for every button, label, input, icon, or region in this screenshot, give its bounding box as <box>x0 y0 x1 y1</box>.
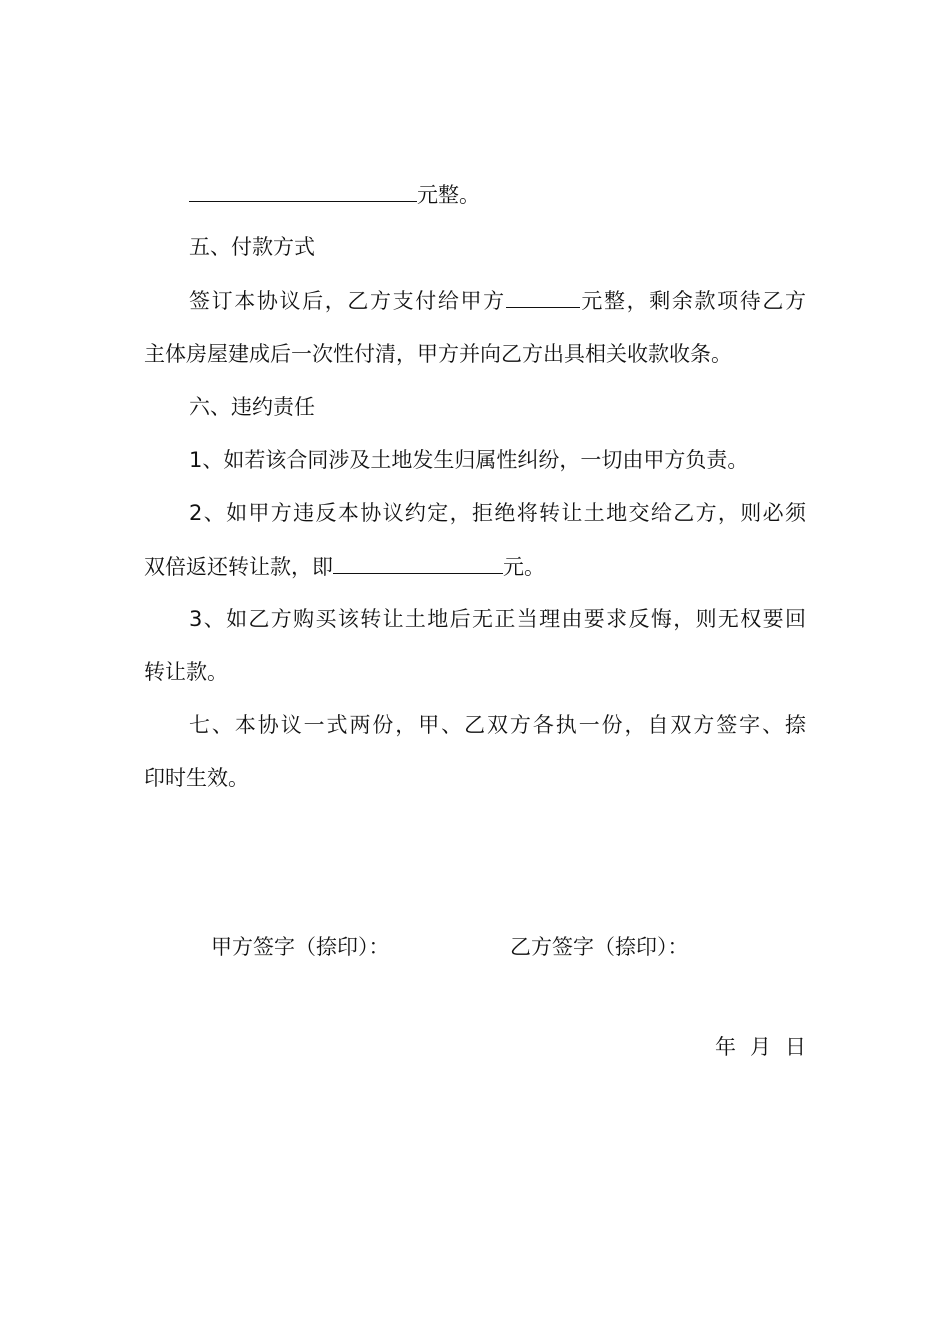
section-5-para-line-2: 主体房屋建成后一次性付清，甲方并向乙方出具相关收款收条。 <box>144 342 732 366</box>
date-year: 年 <box>715 1035 736 1059</box>
amount-blank <box>189 179 417 202</box>
section-5-para-text-b: 元整，剩余款项待乙方 <box>579 289 806 313</box>
section-5-para-line-1 <box>144 285 806 316</box>
section-7-line-2: 印时生效。 <box>144 766 249 790</box>
section-6-item-2-text-a: 双倍返还转让款，即 <box>144 555 333 579</box>
section-5-heading: 五、付款方式 <box>189 235 315 259</box>
amount-line <box>144 179 806 210</box>
section-6-item-2-line-1: 2、如甲方违反本协议约定，拒绝将转让土地交给乙方，则必须 <box>189 501 806 525</box>
section-6-item-2-text-b: 元。 <box>503 555 545 579</box>
section-6-heading: 六、违约责任 <box>189 395 315 419</box>
section-6-item-3-line-1: 3、如乙方购买该转让土地后无正当理由要求反悔，则无权要回 <box>189 607 806 631</box>
payment-blank <box>506 285 580 308</box>
amount-suffix: 元整。 <box>417 183 480 207</box>
section-5-para-text-a: 签订本协议后，乙方支付给甲方 <box>189 289 506 313</box>
refund-blank <box>333 551 503 574</box>
date-day: 日 <box>785 1035 806 1059</box>
section-6-item-1: 1、如若该合同涉及土地发生归属性纠纷，一切由甲方负责。 <box>189 448 749 472</box>
section-6-item-3-line-2: 转让款。 <box>144 660 228 684</box>
section-7-line-1: 七、本协议一式两份，甲、乙双方各执一份，自双方签字、捺 <box>189 713 806 737</box>
date-month: 月 <box>750 1035 771 1059</box>
party-a-signature-label: 甲方签字（捺印）： <box>211 935 390 959</box>
party-b-signature-label: 乙方签字（捺印）： <box>510 935 689 959</box>
date-line <box>715 1032 806 1062</box>
section-6-item-2-line-2 <box>144 551 806 582</box>
